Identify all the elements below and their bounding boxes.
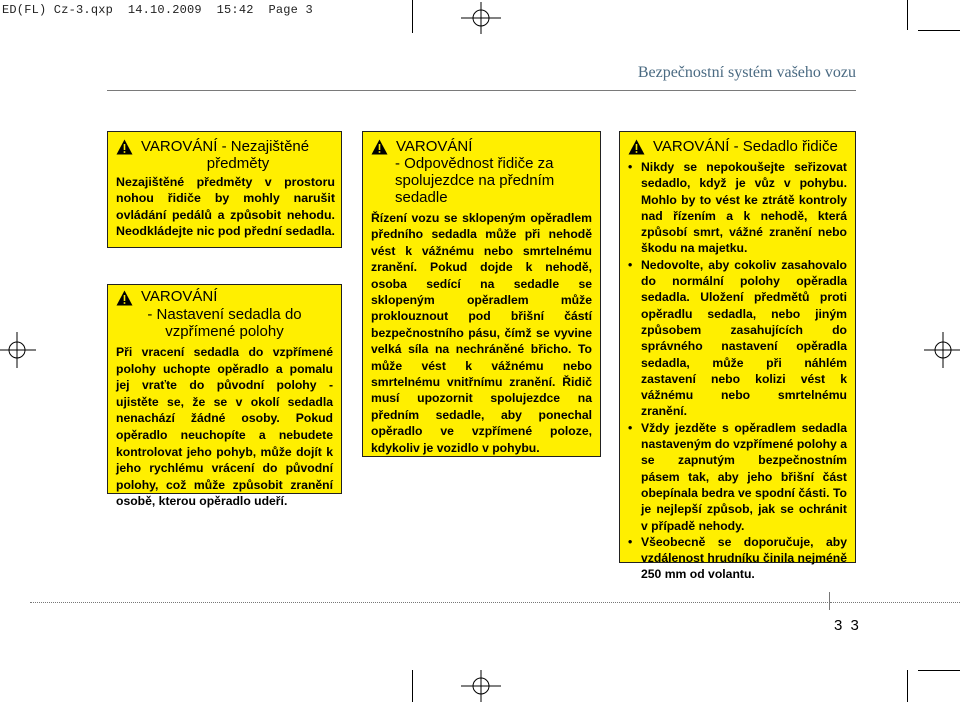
list-item: • Nedovolte, aby cokoliv zasahovalo do normální polohy opěradla sedadla. Uložení předmětů proti opěradlu sedadla, nebo jiným způsobem zasahujících do správného nastavení opěradla sedadla, může při náhlém zastavení nebo kolizi vést k vážnému nebo smrtelnému zranění. [628, 257, 847, 420]
crop-mark [907, 670, 908, 702]
warning-heading-text: VAROVÁNÍ [141, 288, 218, 305]
warning-heading [116, 288, 333, 306]
warning-box-unsecured-objects [107, 131, 342, 248]
crop-mark [918, 670, 960, 671]
warning-heading [371, 138, 592, 155]
warning-box-driver-seat [619, 131, 856, 582]
warning-subheading: - Odpovědnost řidiče za spolujezdce na předním sedadle [395, 155, 555, 206]
crop-mark [412, 0, 413, 33]
crop-mark [918, 30, 960, 31]
print-slug: ED(FL) Cz-3.qxp 14.10.2009 15:42 Page 3 [2, 3, 313, 17]
warning-bullet-list [628, 159, 847, 583]
list-item: • Vždy jezděte s opěradlem sedadla nastaveným do vzpřímené polohy a se zapnutým bezpečnostním pásem tak, aby jeho břišní část obepínala bedra ve spodní části. To je nejlepší způsob, jak se ochránit v případě nehody. [628, 420, 847, 534]
registration-mark-icon [461, 2, 501, 34]
warning-body: Nezajištěné předměty v prostoru nohou řidiče by mohly narušit ovládání pedálů a způsobit nehodu. Neodkládejte nic pod přední sedadla. [116, 175, 335, 238]
warning-heading-text: VAROVÁNÍ [396, 138, 473, 155]
warning-heading [628, 138, 847, 155]
list-item: • Všeobecně se doporučuje, aby vzdálenost hrudníku činila nejméně 250 mm od volantu. [628, 534, 847, 583]
footer-separator [829, 592, 830, 610]
warning-heading-text: předměty [206, 155, 270, 172]
crop-mark [907, 0, 908, 30]
warning-heading [116, 138, 335, 172]
warning-body: Při vracení sedadla do vzpřímené polohy uchopte opěradlo a pomalu jej vraťte do původní polohy - ujistěte se, že se v okolí sedadla nenachází žádné osoby. Pokud opěradlo neuchopíte a nebudete kontrolovat jeho pohyb, může dojít k jeho rychlému vrácení do původní polohy, což může způsobit zranění osobě, kterou opěradlo udeří. [116, 345, 333, 509]
footer-rule [830, 602, 960, 603]
warning-triangle-icon [116, 139, 133, 155]
warning-box-upright-seat [107, 284, 342, 509]
crop-mark [412, 670, 413, 702]
warning-heading-text: VAROVÁNÍ - Sedadlo řidiče [653, 138, 838, 155]
running-title: Bezpečnostní systém vašeho vozu [637, 64, 856, 81]
warning-subheading: vzpřímené polohy [165, 323, 284, 340]
page-number: 3 3 [834, 617, 861, 634]
warning-subheading: - Nastavení sedadla do [147, 306, 302, 323]
warning-body: Řízení vozu se sklopeným opěradlem předního sedadla může při nehodě vést k vážnému nebo smrtelnému zranění. Pokud dojde k nehodě, osoba sedící na sedadle se sklopeným opěradlem může proklouznout pod břišní částí bezpečnostního pásu, čímž se vyvine velká síla na nechráněné břicho. To může vést k vážnému nebo smrtelnému vnitřnímu zranění. Řidič musí upozornit spolujezdce na předním sedadle, aby ponechal opěradlo ve vzpřímené poloze, kdykoliv je vozidlo v pohybu. [371, 211, 592, 455]
warning-triangle-icon [371, 139, 388, 155]
footer-rule [30, 602, 830, 603]
warning-box-passenger-responsibility [362, 131, 601, 457]
registration-mark-icon [924, 330, 960, 370]
warning-triangle-icon [116, 290, 133, 306]
registration-mark-icon [0, 330, 36, 370]
registration-mark-icon [461, 670, 501, 702]
header-rule [107, 90, 856, 91]
warning-heading-text: VAROVÁNÍ - Nezajištěné [141, 138, 310, 155]
list-item: • Nikdy se nepokoušejte seřizovat sedadlo, když je vůz v pohybu. Mohlo by to vést ke ztrátě kontroly nad řízením a k nehodě, která způsobí smrt, vážné zranění nebo škodu na majetku. [628, 159, 847, 257]
warning-triangle-icon [628, 139, 645, 155]
